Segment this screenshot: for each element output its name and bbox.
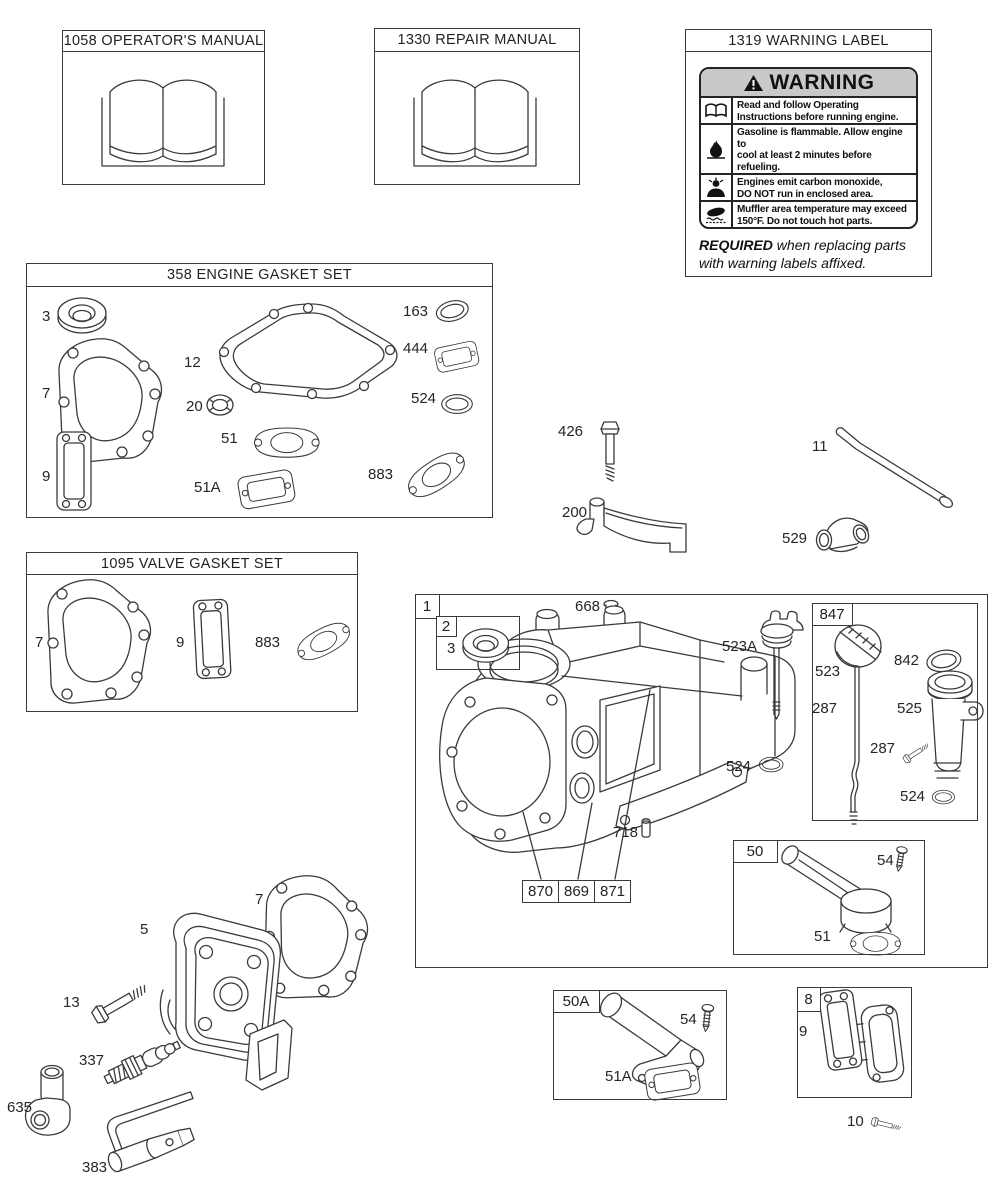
- part-label-9: 9: [799, 1023, 808, 1040]
- warning-sticker: [699, 67, 918, 229]
- part-label-883: 883: [368, 466, 394, 483]
- part-label-54: 54: [680, 1011, 697, 1028]
- part-200-bracket-drawing: [577, 498, 686, 552]
- operators-manual-box: [62, 30, 265, 185]
- required-note: [699, 236, 906, 272]
- callout-2: 2: [441, 617, 451, 635]
- flame-icon: [701, 125, 733, 173]
- part-label-525: 525: [897, 700, 923, 717]
- callout-870: 870: [527, 883, 554, 900]
- part-label-3: 3: [42, 308, 51, 325]
- callout-cell-847: [812, 603, 853, 626]
- part-label-524: 524: [900, 788, 926, 805]
- part-label-13: 13: [63, 994, 80, 1011]
- part-13-bolt-drawing: [90, 980, 150, 1025]
- warning-row: [701, 175, 916, 202]
- part-5-cylinder-head-drawing: [160, 913, 292, 1090]
- open-book-icon: [701, 98, 733, 123]
- part-label-842: 842: [894, 652, 920, 669]
- part-label-11: 11: [812, 438, 828, 455]
- part-337-spark-plug-drawing: [102, 1036, 184, 1089]
- warning-triangle-icon: [743, 74, 764, 92]
- warning-label-box: [685, 29, 932, 277]
- part-label-20: 20: [186, 398, 203, 415]
- part-label-524: 524: [726, 758, 752, 775]
- part-label-54: 54: [877, 852, 894, 869]
- callout-cell-871: [594, 880, 631, 903]
- callout-cell-2: [436, 616, 457, 637]
- part-label-7: 7: [42, 385, 51, 402]
- warning-label-title: 1319 WARNING LABEL: [686, 30, 931, 52]
- warning-row-text: Gasoline is flammable. Allow engine to: [737, 127, 903, 150]
- part-label-287: 287: [812, 700, 838, 717]
- part-label-9: 9: [176, 634, 185, 651]
- part-label-7: 7: [255, 891, 264, 908]
- part-label-287: 287: [870, 740, 896, 757]
- callout-strip-870-869-871: [522, 880, 631, 903]
- part-label-523A: 523A: [722, 638, 758, 655]
- part-label-7: 7: [35, 634, 44, 651]
- required-note-line2: with warning labels affixed.: [699, 255, 867, 272]
- part-label-163: 163: [403, 303, 429, 320]
- required-note-bold: REQUIRED: [699, 237, 773, 253]
- callout-1: 1: [422, 597, 432, 615]
- muffler-tube-box: [553, 990, 727, 1100]
- warning-row-text: Engines emit carbon monoxide,: [737, 177, 883, 188]
- part-label-12: 12: [184, 354, 201, 371]
- exhaust-fumes-icon: [701, 175, 733, 200]
- part-label-3: 3: [447, 640, 456, 657]
- part-label-51: 51: [814, 928, 831, 945]
- warning-row-text: Read and follow Operating: [737, 100, 859, 111]
- callout-cell-50: [733, 840, 778, 863]
- warning-row: [701, 98, 916, 125]
- part-label-5: 5: [140, 921, 149, 938]
- part-383-plug-wrench-drawing: [95, 1090, 208, 1173]
- part-label-51: 51: [221, 430, 238, 447]
- callout-847: 847: [819, 605, 845, 623]
- part-label-444: 444: [403, 340, 429, 357]
- part-529-elbow-drawing: [817, 518, 872, 551]
- part-label-524: 524: [411, 390, 437, 407]
- part-635-elbow-drawing: [25, 1066, 70, 1136]
- part-10-screw-drawing: [871, 1117, 902, 1133]
- part-label-10: 10: [847, 1113, 864, 1130]
- part-label-668: 668: [575, 598, 601, 615]
- warning-row-text: Instructions before running engine.: [737, 111, 899, 123]
- part-label-883: 883: [255, 634, 281, 651]
- part-11-tube-drawing: [836, 428, 954, 510]
- warning-row-text: 150°F. Do not touch hot parts.: [737, 215, 873, 227]
- warning-row-text: cool at least 2 minutes before refueling.: [737, 150, 872, 173]
- part-label-383: 383: [82, 1159, 108, 1176]
- warning-row-text: Muffler area temperature may exceed: [737, 204, 907, 215]
- callout-cell-50A: [553, 990, 600, 1013]
- part-label-635: 635: [7, 1099, 33, 1116]
- part-label-523: 523: [815, 663, 841, 680]
- part-label-51A: 51A: [605, 1068, 632, 1085]
- callout-50: 50: [746, 842, 764, 860]
- part-label-9: 9: [42, 468, 51, 485]
- valve-gasket-set-title: 1095 VALVE GASKET SET: [27, 553, 357, 575]
- part-label-51A: 51A: [194, 479, 221, 496]
- callout-869: 869: [563, 883, 590, 900]
- callout-8: 8: [804, 990, 813, 1008]
- callout-cell-869: [558, 880, 596, 903]
- warning-heading: WARNING: [769, 70, 875, 94]
- valve-cover-box: [797, 987, 912, 1098]
- part-label-718: 718: [613, 824, 639, 841]
- repair-manual-title: 1330 REPAIR MANUAL: [375, 29, 579, 52]
- engine-gasket-set-title: 358 ENGINE GASKET SET: [27, 264, 492, 287]
- operators-manual-title: 1058 OPERATOR'S MANUAL: [63, 31, 264, 52]
- callout-871: 871: [599, 883, 626, 900]
- warning-row: [701, 125, 916, 175]
- warning-row-text: DO NOT run in enclosed area.: [737, 188, 874, 200]
- part-label-529: 529: [782, 530, 808, 547]
- part-label-426: 426: [558, 423, 584, 440]
- part-426-bolt-drawing: [601, 422, 619, 481]
- part-label-337: 337: [79, 1052, 105, 1069]
- required-note-line1: when replacing parts: [772, 237, 906, 253]
- hot-muffler-icon: [701, 202, 733, 227]
- callout-50A: 50A: [562, 992, 590, 1010]
- valve-gasket-set-box: [26, 552, 358, 712]
- repair-manual-box: [374, 28, 580, 185]
- part-label-200: 200: [562, 504, 588, 521]
- callout-cell-8: [797, 987, 821, 1012]
- warning-sticker-header: [701, 69, 916, 98]
- warning-row: [701, 202, 916, 227]
- callout-cell-870: [522, 880, 559, 903]
